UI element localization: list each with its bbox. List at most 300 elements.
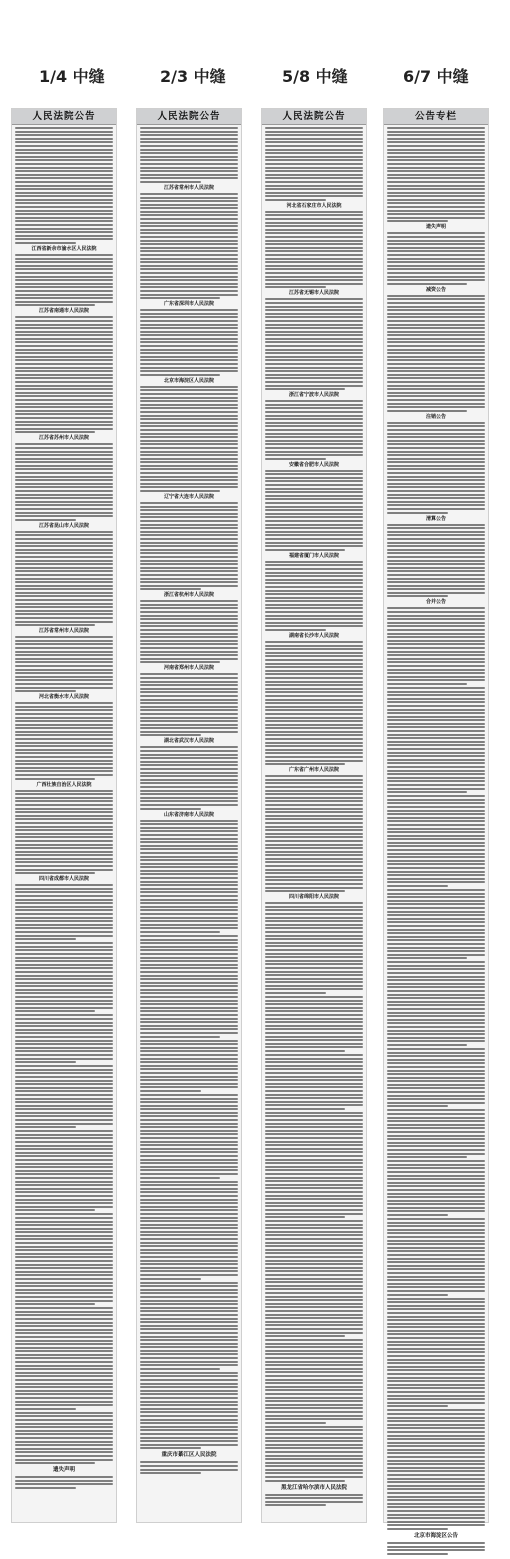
text-line — [15, 1080, 113, 1082]
text-line — [387, 1369, 485, 1371]
text-line — [265, 876, 363, 878]
text-line — [265, 138, 363, 140]
text-line — [140, 845, 238, 847]
text-line — [265, 334, 363, 336]
text-line — [265, 971, 363, 973]
text-line — [15, 334, 113, 336]
text-line — [387, 950, 485, 952]
text-line — [387, 254, 485, 256]
text-line — [387, 1323, 485, 1325]
text-line — [265, 1133, 363, 1135]
text-line — [140, 443, 238, 445]
text-line — [140, 1303, 238, 1305]
text-line — [387, 1040, 485, 1042]
text-line — [15, 1213, 113, 1215]
text-line — [15, 1047, 113, 1049]
text-line — [140, 622, 238, 624]
text-line — [15, 443, 113, 445]
text-line — [387, 734, 485, 736]
text-line — [265, 851, 363, 853]
text-line — [15, 1224, 113, 1226]
column-footer-title: 重庆市綦江区人民法院 — [161, 1452, 217, 1459]
text-line — [140, 524, 238, 526]
notice-text-block — [387, 1298, 485, 1408]
text-line — [387, 780, 485, 782]
text-line — [387, 1391, 485, 1393]
text-line — [387, 1510, 485, 1512]
text-line — [15, 1043, 113, 1045]
text-line — [265, 1252, 363, 1254]
notice-text-block — [15, 316, 113, 433]
text-line — [15, 1221, 113, 1223]
text-line — [140, 989, 238, 991]
text-line — [140, 1050, 238, 1052]
text-line — [265, 622, 363, 624]
text-line — [265, 1361, 363, 1363]
text-line — [265, 177, 363, 179]
text-line — [15, 1459, 113, 1461]
text-line — [387, 824, 485, 826]
column-2-header: 人民法院公告 — [137, 109, 241, 125]
text-line — [387, 791, 467, 793]
text-line — [15, 1003, 113, 1005]
text-line — [387, 1008, 485, 1010]
text-line — [15, 1098, 113, 1100]
text-line — [15, 1311, 113, 1313]
text-line — [387, 356, 485, 358]
text-line — [387, 658, 485, 660]
text-line — [265, 1054, 363, 1056]
notice-text-block — [265, 127, 363, 201]
text-line — [265, 611, 363, 613]
text-line — [387, 345, 485, 347]
text-line — [265, 691, 363, 693]
notice-text-block — [387, 889, 485, 959]
text-line — [387, 1514, 485, 1516]
text-line — [265, 1213, 363, 1215]
text-line — [387, 461, 485, 463]
text-line — [15, 1090, 113, 1092]
text-line — [387, 479, 485, 481]
text-line — [15, 1253, 113, 1255]
text-line — [265, 996, 363, 998]
text-line — [265, 313, 363, 315]
text-line — [15, 258, 113, 260]
text-line — [15, 1076, 113, 1078]
text-line — [140, 684, 238, 686]
text-line — [140, 688, 238, 690]
text-line — [140, 229, 238, 231]
text-line — [387, 1153, 485, 1155]
text-line — [387, 588, 485, 590]
text-line — [265, 400, 363, 402]
text-line — [387, 1402, 485, 1404]
text-line — [265, 1007, 363, 1009]
notice-text-block — [15, 1130, 113, 1211]
text-line — [140, 1105, 238, 1107]
text-line — [140, 294, 238, 296]
text-line — [15, 395, 113, 397]
text-line — [140, 454, 238, 456]
text-line — [387, 327, 485, 329]
text-line — [387, 770, 485, 772]
text-line — [265, 1123, 363, 1125]
text-line — [140, 516, 238, 518]
text-line — [387, 694, 485, 696]
text-line — [15, 413, 113, 415]
text-line — [387, 1030, 485, 1032]
text-line — [265, 1389, 363, 1391]
text-line — [265, 742, 363, 744]
text-line — [140, 556, 238, 558]
text-line — [15, 1115, 113, 1117]
text-line — [15, 636, 113, 638]
text-line — [265, 833, 363, 835]
text-line — [387, 1261, 485, 1263]
text-line — [15, 268, 113, 270]
notice-text-block — [387, 1542, 485, 1555]
text-line — [15, 752, 113, 754]
text-line — [15, 1054, 113, 1056]
text-line — [140, 1184, 238, 1186]
text-line — [15, 1329, 113, 1331]
text-line — [140, 1238, 238, 1240]
text-line — [140, 917, 238, 919]
text-line — [15, 359, 113, 361]
text-line — [140, 389, 238, 391]
text-line — [140, 1260, 238, 1262]
text-line — [140, 145, 238, 147]
text-line — [140, 1469, 238, 1471]
text-line — [265, 1141, 363, 1143]
text-line — [387, 1073, 485, 1075]
text-line — [140, 1375, 238, 1377]
text-line — [387, 167, 485, 169]
text-line — [15, 640, 113, 642]
text-line — [265, 498, 363, 500]
text-line — [265, 779, 363, 781]
text-line — [387, 810, 485, 812]
text-line — [15, 793, 113, 795]
text-line — [387, 240, 485, 242]
text-line — [140, 451, 238, 453]
text-line — [387, 1312, 485, 1314]
text-line — [265, 1357, 363, 1359]
text-line — [265, 1404, 363, 1406]
text-line — [140, 1440, 238, 1442]
text-line — [387, 1033, 485, 1035]
notice-text-block — [265, 211, 363, 288]
text-line — [15, 836, 113, 838]
text-line — [387, 1362, 485, 1364]
text-line — [140, 1202, 238, 1204]
text-line — [140, 531, 238, 533]
text-line — [387, 279, 485, 281]
text-line — [15, 1040, 113, 1042]
text-line — [387, 1405, 448, 1407]
text-line — [387, 828, 485, 830]
text-line — [387, 929, 485, 931]
text-line — [265, 681, 363, 683]
text-line — [265, 356, 363, 358]
text-line — [15, 349, 113, 351]
text-line — [140, 472, 238, 474]
section-heading-5: 福建省厦门市人民法院 — [288, 552, 339, 559]
text-line — [140, 1350, 238, 1352]
text-line — [265, 1162, 363, 1164]
text-line — [265, 804, 363, 806]
text-line — [387, 440, 485, 442]
column-label-4: 6/7 中缝 — [403, 67, 469, 86]
text-line — [387, 1059, 485, 1061]
text-line — [140, 290, 238, 292]
text-line — [387, 972, 485, 974]
text-line — [140, 1390, 238, 1392]
text-line — [387, 295, 485, 297]
text-line — [140, 859, 238, 861]
text-line — [265, 404, 363, 406]
text-line — [387, 1044, 467, 1046]
text-line — [15, 417, 113, 419]
text-line — [387, 911, 485, 913]
text-line — [15, 1325, 113, 1327]
text-line — [387, 527, 485, 529]
text-line — [387, 476, 485, 478]
text-line — [140, 971, 238, 973]
text-line — [15, 410, 113, 412]
text-line — [140, 699, 238, 701]
section-heading-2: 江苏省南通市人民法院 — [38, 308, 89, 315]
text-line — [387, 651, 485, 653]
text-line — [15, 567, 113, 569]
text-line — [15, 869, 113, 871]
text-line — [265, 793, 363, 795]
text-line — [387, 893, 485, 895]
text-line — [140, 1364, 238, 1366]
section-heading-2: 广东省深圳市人民法院 — [163, 301, 214, 308]
text-line — [265, 600, 363, 602]
text-line — [265, 590, 363, 592]
text-line — [265, 568, 363, 570]
text-line — [387, 483, 485, 485]
text-line — [387, 170, 485, 172]
text-line — [15, 356, 113, 358]
text-line — [265, 374, 363, 376]
text-line — [265, 1242, 363, 1244]
text-line — [387, 943, 485, 945]
text-line — [265, 531, 363, 533]
text-line — [140, 436, 238, 438]
text-line — [265, 338, 363, 340]
text-line — [387, 683, 467, 685]
text-line — [140, 356, 238, 358]
text-line — [265, 967, 363, 969]
text-line — [387, 1193, 485, 1195]
text-line — [387, 145, 485, 147]
text-line — [140, 902, 238, 904]
text-line — [387, 1492, 485, 1494]
text-line — [387, 199, 485, 201]
text-line — [140, 363, 238, 365]
text-line — [15, 1022, 113, 1024]
text-line — [140, 1007, 238, 1009]
text-line — [387, 719, 485, 721]
text-line — [387, 867, 485, 869]
text-line — [15, 556, 113, 558]
text-line — [15, 1206, 113, 1208]
text-line — [15, 1202, 113, 1204]
text-line — [15, 242, 76, 244]
text-line — [15, 574, 113, 576]
text-line — [140, 1296, 238, 1298]
text-line — [15, 181, 113, 183]
text-line — [265, 1061, 363, 1063]
column-1 — [11, 108, 117, 1523]
text-line — [15, 1357, 113, 1359]
text-line — [265, 883, 363, 885]
text-line — [140, 953, 238, 955]
text-line — [15, 1437, 113, 1439]
text-line — [387, 965, 485, 967]
text-line — [387, 331, 485, 333]
text-line — [15, 152, 113, 154]
text-line — [265, 872, 363, 874]
text-line — [140, 899, 238, 901]
text-line — [140, 856, 238, 858]
text-line — [265, 1437, 363, 1439]
text-line — [15, 1318, 113, 1320]
text-line — [140, 574, 238, 576]
text-line — [387, 494, 485, 496]
text-line — [140, 527, 238, 529]
text-line — [15, 1390, 113, 1392]
text-line — [140, 1018, 238, 1020]
text-line — [15, 297, 113, 299]
text-line — [140, 691, 238, 693]
text-line — [387, 1337, 485, 1339]
text-line — [140, 1036, 220, 1038]
text-line — [140, 1245, 238, 1247]
text-line — [140, 236, 238, 238]
text-line — [265, 945, 363, 947]
text-line — [387, 845, 485, 847]
text-line — [140, 1206, 238, 1208]
text-line — [15, 1300, 113, 1302]
text-line — [140, 1270, 238, 1272]
text-line — [387, 202, 485, 204]
text-line — [387, 622, 485, 624]
text-line — [387, 181, 485, 183]
text-line — [140, 1090, 201, 1092]
text-line — [140, 313, 238, 315]
text-line — [140, 429, 238, 431]
column-3-header: 人民法院公告 — [262, 109, 366, 125]
text-line — [387, 1015, 485, 1017]
text-line — [140, 1368, 220, 1370]
text-line — [140, 1419, 238, 1421]
text-line — [15, 822, 113, 824]
column-footer-title: 遗失声明 — [52, 1467, 75, 1474]
text-line — [15, 920, 113, 922]
text-line — [265, 1097, 363, 1099]
text-line — [140, 935, 238, 937]
text-line — [265, 625, 363, 627]
notice-text-block — [140, 386, 238, 492]
text-line — [15, 1025, 113, 1027]
text-line — [265, 188, 363, 190]
text-line — [387, 247, 485, 249]
text-line — [140, 534, 238, 536]
column-label-1: 1/4 中缝 — [39, 67, 105, 86]
text-line — [387, 1478, 485, 1480]
text-line — [140, 1372, 238, 1374]
text-line — [140, 468, 238, 470]
text-line — [265, 752, 363, 754]
text-line — [140, 1119, 238, 1121]
text-line — [140, 1028, 238, 1030]
text-line — [387, 1452, 485, 1454]
text-line — [387, 1156, 467, 1158]
text-line — [15, 1155, 113, 1157]
text-line — [140, 852, 238, 854]
notice-text-block — [140, 600, 238, 663]
notice-text-block — [265, 1112, 363, 1218]
text-line — [140, 931, 220, 933]
text-line — [265, 429, 363, 431]
text-line — [265, 1379, 363, 1381]
text-line — [15, 588, 113, 590]
text-line — [387, 1167, 485, 1169]
text-line — [140, 152, 238, 154]
text-line — [140, 131, 238, 133]
text-line — [387, 939, 485, 941]
text-line — [265, 1296, 363, 1298]
text-line — [265, 913, 363, 915]
text-line — [15, 826, 113, 828]
text-line — [387, 726, 485, 728]
text-line — [265, 724, 363, 726]
text-line — [265, 1101, 363, 1103]
text-line — [15, 888, 113, 890]
text-line — [387, 1463, 485, 1465]
text-line — [140, 1058, 238, 1060]
text-line — [140, 888, 238, 890]
text-line — [265, 953, 363, 955]
text-line — [387, 1359, 485, 1361]
text-line — [265, 513, 363, 515]
text-line — [15, 617, 113, 619]
text-line — [15, 1401, 113, 1403]
text-line — [140, 1098, 238, 1100]
text-line — [387, 352, 485, 354]
text-line — [265, 924, 363, 926]
text-line — [387, 156, 485, 158]
text-line — [140, 309, 238, 311]
text-line — [140, 542, 238, 544]
text-line — [387, 1142, 485, 1144]
text-line — [15, 1455, 113, 1457]
text-line — [387, 1178, 485, 1180]
text-line — [265, 1224, 363, 1226]
text-line — [140, 549, 238, 551]
text-line — [387, 643, 485, 645]
text-line — [140, 1079, 238, 1081]
text-line — [265, 1368, 363, 1370]
text-line — [140, 1289, 238, 1291]
text-line — [15, 935, 113, 937]
text-line — [387, 1109, 485, 1111]
text-line — [15, 661, 113, 663]
